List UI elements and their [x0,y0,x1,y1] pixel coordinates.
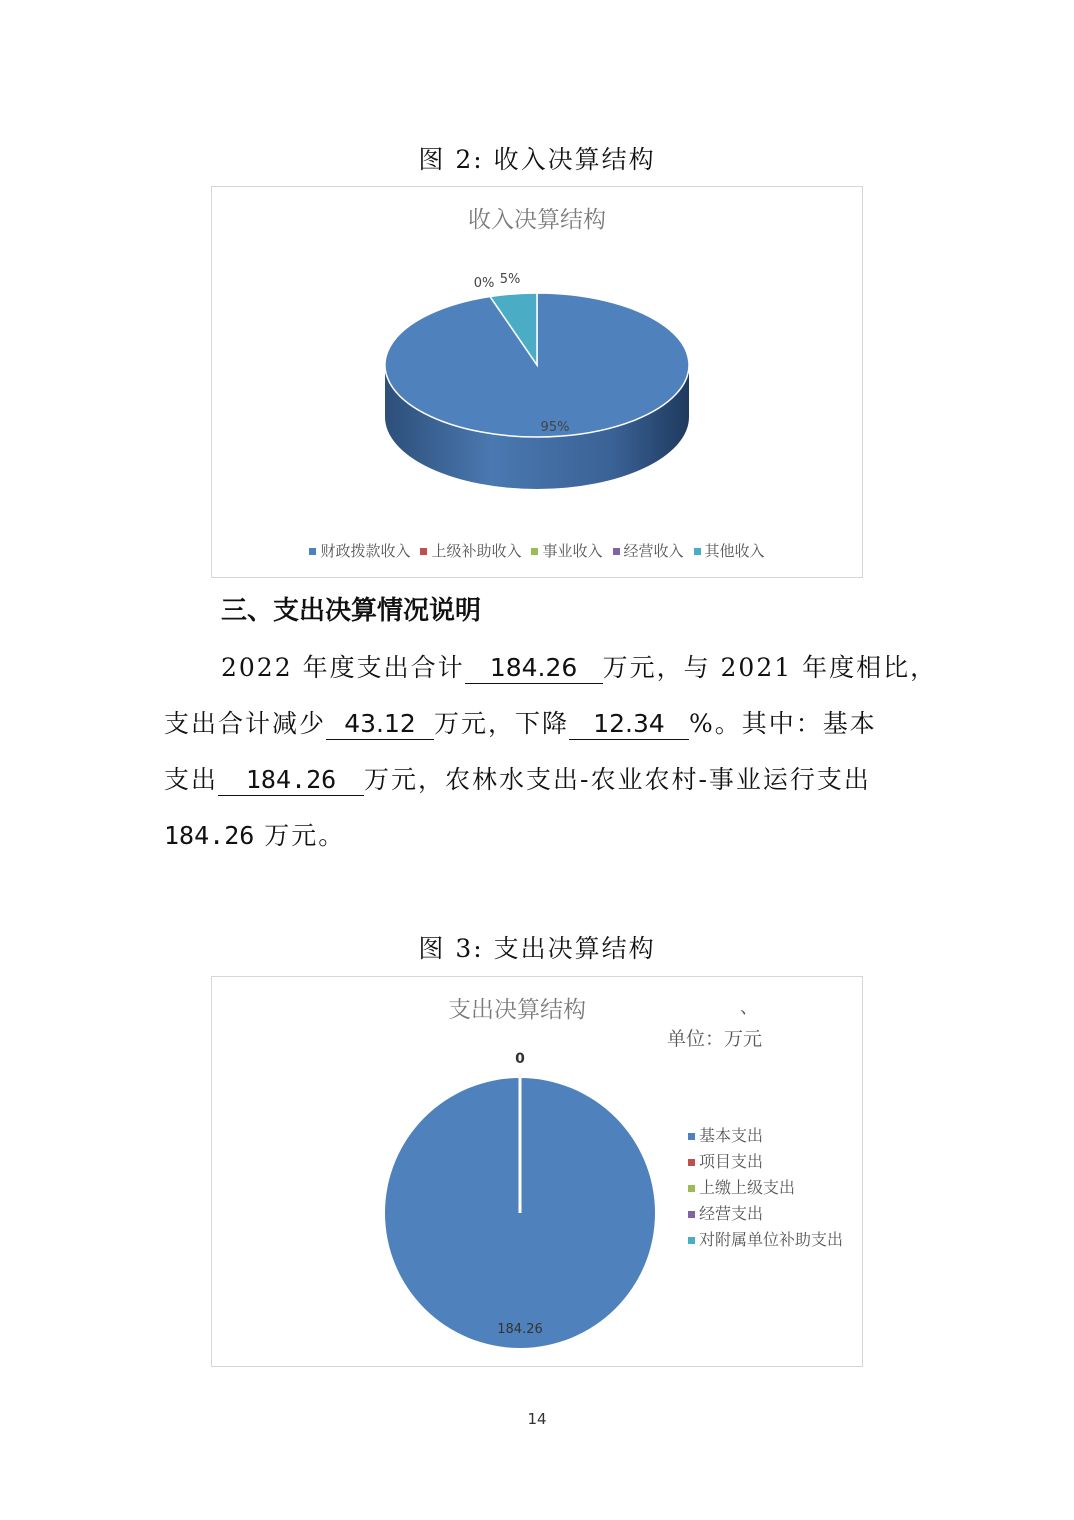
legend-swatch [688,1185,695,1192]
legend-label: 经营支出 [699,1204,764,1223]
line2-text-a: 支出合计减少 [164,709,327,738]
legend-item [688,1201,843,1227]
decrease-amount-blank: 43.12 [326,709,434,740]
legend-item [688,1175,843,1201]
income-chart-legend [212,540,862,561]
legend-label: 事业收入 [542,542,603,560]
section-heading: 三、支出决算情况说明 [221,596,482,626]
legend-swatch [688,1159,695,1166]
legend-item [309,540,410,561]
legend-item [688,1123,843,1149]
paragraph-line-1 [221,648,937,684]
page-number: 14 [527,1410,547,1428]
legend-swatch [688,1211,695,1218]
income-label-zero: 0% [473,276,495,291]
legend-label: 对附属单位补助支出 [699,1230,844,1249]
expense-label-zero: 0 [515,1051,525,1067]
expense-chart-title: 支出决算结构 [448,997,586,1023]
line4-text-b: 万元。 [254,821,346,850]
legend-swatch [531,548,538,555]
figure-3-caption: 图 3: 支出决算结构 [418,934,656,963]
legend-swatch [613,548,620,555]
income-pie-svg [212,187,862,577]
income-label-main: 95% [540,420,570,435]
income-pie-chart [211,186,863,578]
expense-pie-chart [211,976,863,1367]
legend-label: 项目支出 [699,1152,764,1171]
basic-expense-blank: 184.26 [218,765,364,796]
expense-label-main: 184.26 [497,1322,543,1337]
legend-swatch [420,548,427,555]
legend-swatch [688,1133,695,1140]
legend-item [420,540,521,561]
expense-chart-legend [688,1123,843,1253]
line3-text-b: 万元，农林水支出-农业农村-事业运行支出 [364,765,871,794]
legend-item [531,540,602,561]
line1-text-a: 2022 年度支出合计 [221,653,465,682]
income-chart-title: 收入决算结构 [468,207,606,233]
decrease-percent-blank: 12.34 [569,709,689,740]
unit-label: 单位：万元 [667,1028,763,1050]
line2-text-c: %。其中：基本 [689,709,877,738]
legend-label: 上缴上级支出 [699,1178,796,1197]
paragraph-line-3 [164,760,871,796]
legend-item [694,540,765,561]
legend-swatch [688,1237,695,1244]
legend-item [613,540,684,561]
legend-label: 上级补助收入 [431,542,522,560]
total-expense-blank: 184.26 [465,653,603,684]
paragraph-line-4 [164,816,345,852]
income-label-other: 5% [499,272,521,287]
line4-amount: 184.26 [164,821,255,850]
figure-2-caption: 图 2: 收入决算结构 [418,145,656,174]
legend-swatch [694,548,701,555]
paragraph-line-2 [164,704,877,740]
legend-item [688,1149,843,1175]
stray-punctuation-mark: 、 [740,997,758,1018]
legend-label: 财政拨款收入 [320,542,411,560]
line2-text-b: 万元，下降 [434,709,570,738]
legend-label: 基本支出 [699,1126,764,1145]
line1-text-b: 万元，与 2021 年度相比， [602,653,938,682]
legend-label: 经营收入 [623,542,684,560]
legend-label: 其他收入 [704,542,765,560]
line3-text-a: 支出 [164,765,219,794]
legend-swatch [309,548,316,555]
legend-item [688,1227,843,1253]
